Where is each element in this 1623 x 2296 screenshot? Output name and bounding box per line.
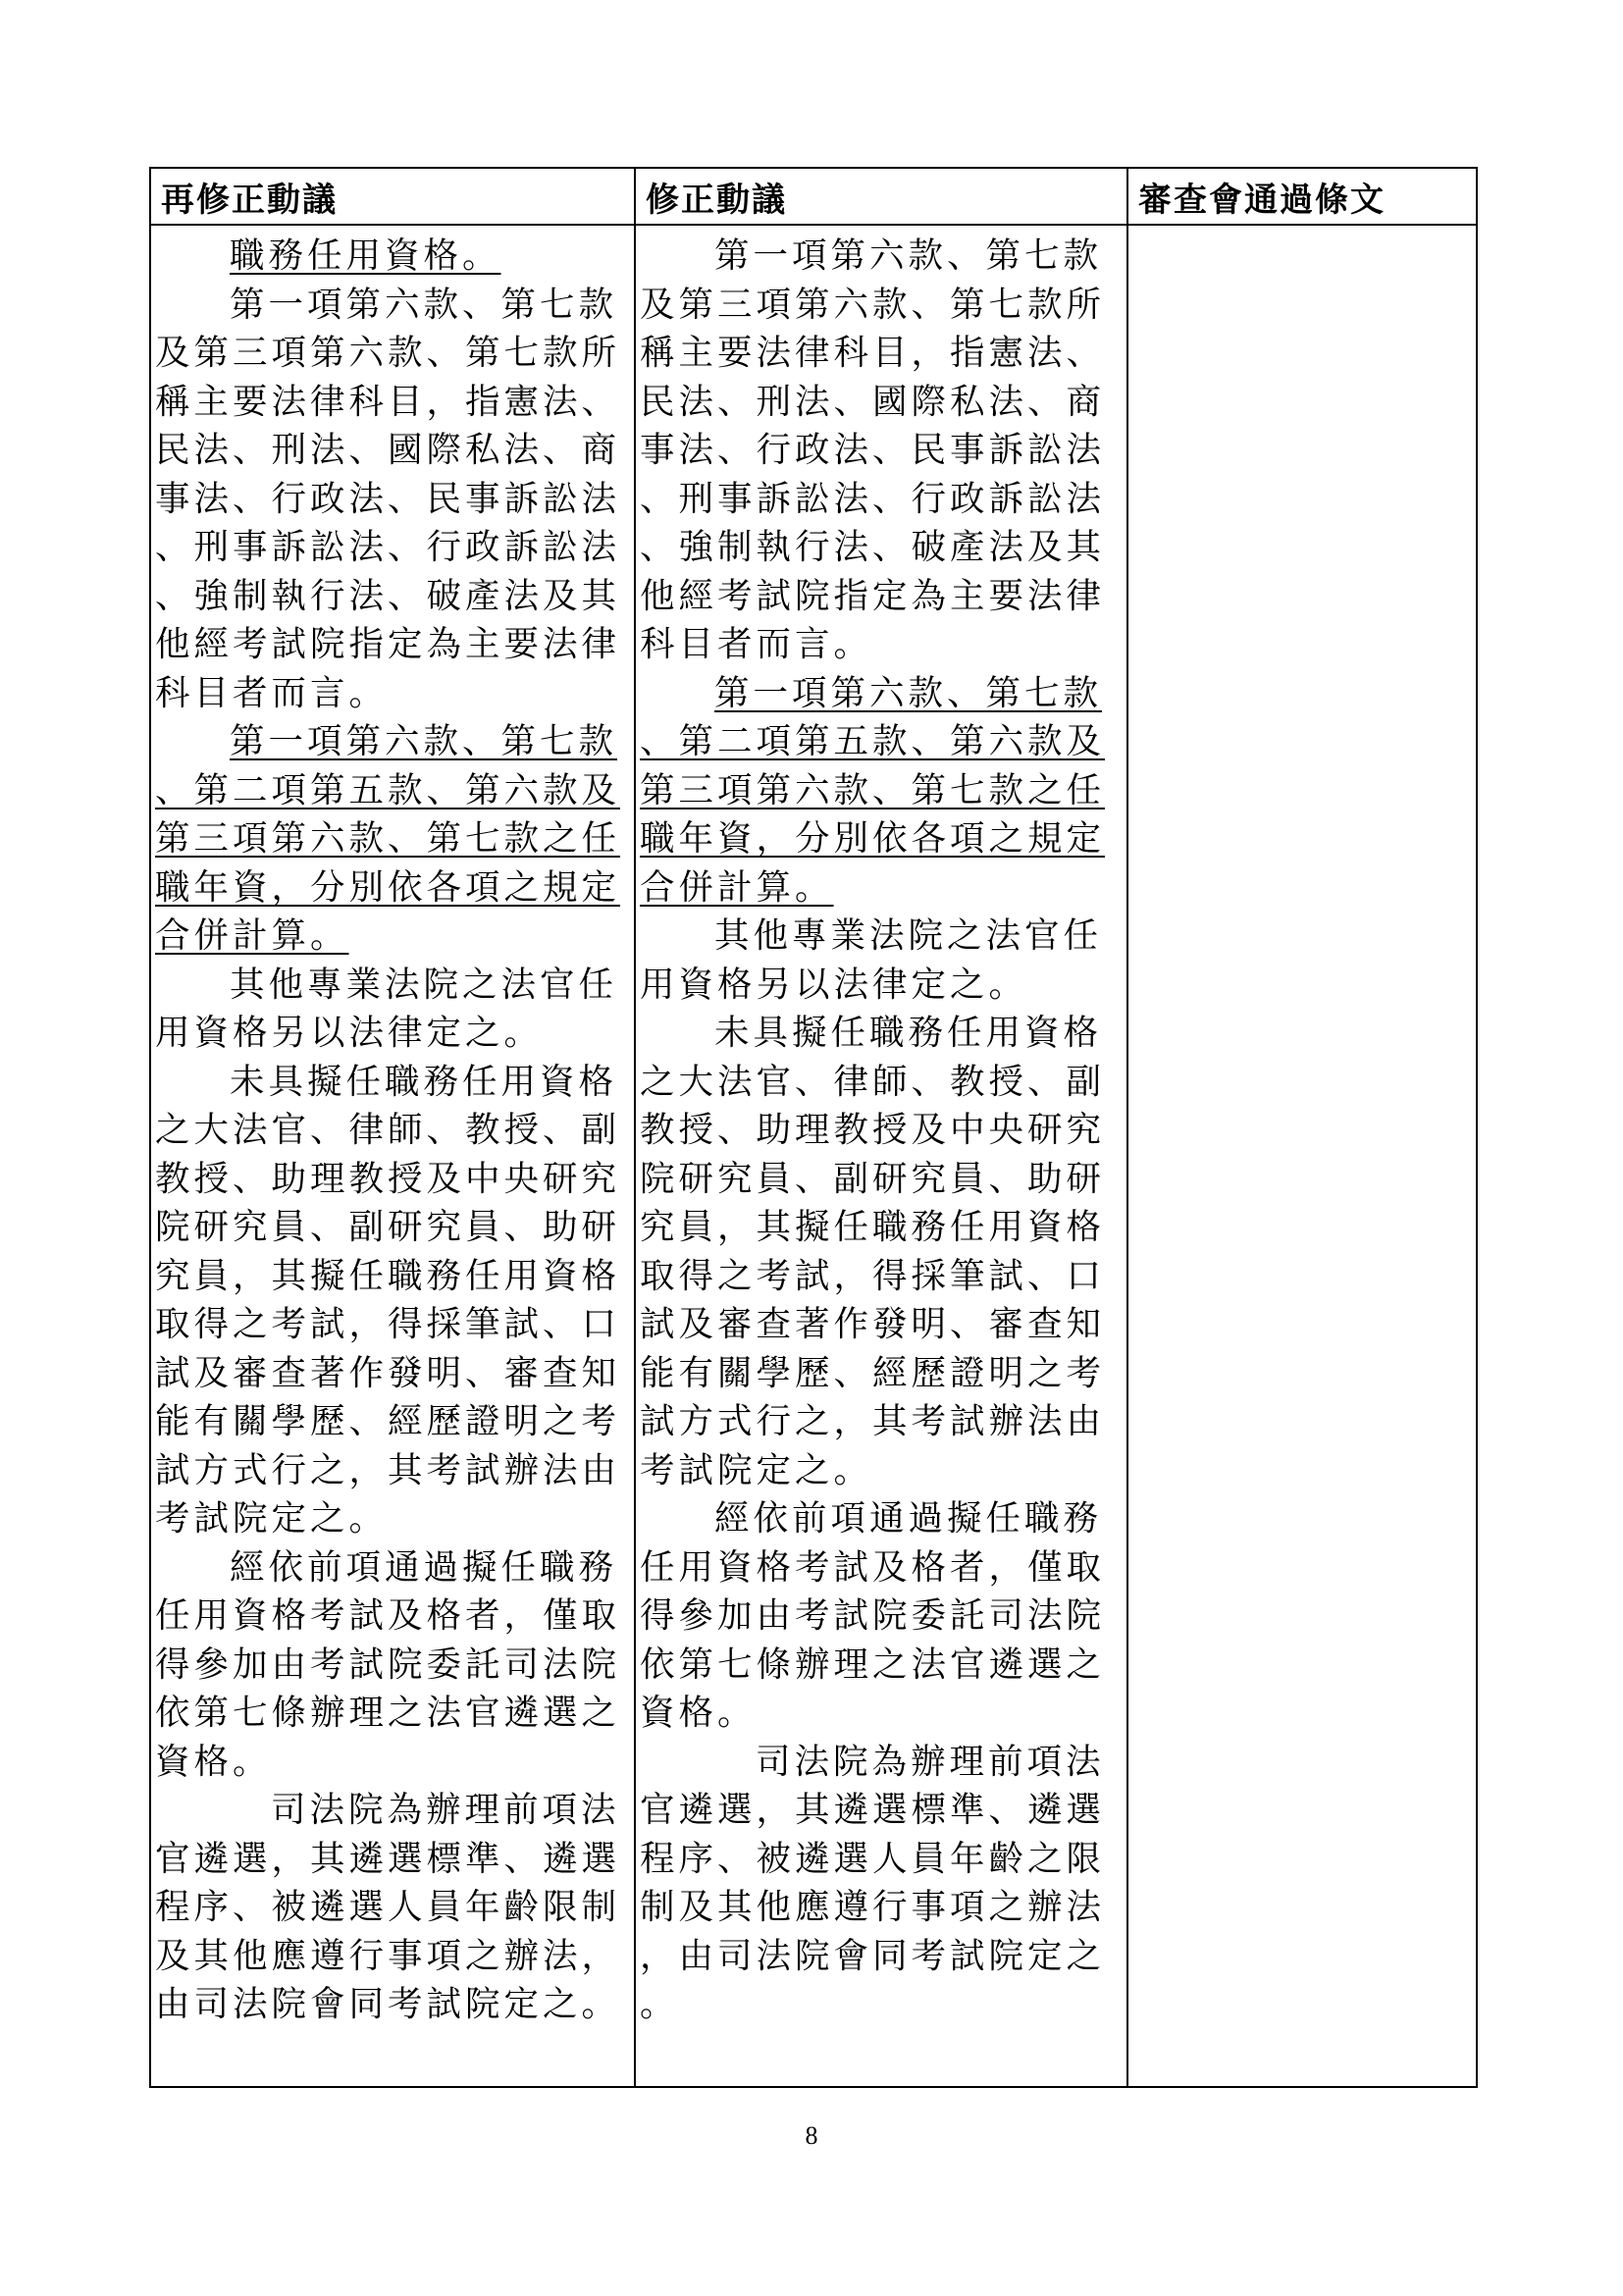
amendment-motion-cell bbox=[635, 225, 1127, 2087]
text-line-content: 、強制執行法、破產法及其 bbox=[640, 527, 1106, 567]
text-line-content: 稱主要法律科目，指憲法、 bbox=[155, 381, 621, 422]
text-line-content: 教授、助理教授及中央研究 bbox=[155, 1158, 621, 1199]
column-header-revised-motion: 再修正動議 bbox=[150, 168, 635, 225]
text-line-content: 能有關學歷、經歷證明之考 bbox=[155, 1401, 621, 1441]
amendment-motion-text bbox=[636, 226, 1126, 2029]
column-header-amendment-motion: 修正動議 bbox=[635, 168, 1127, 225]
text-line bbox=[640, 620, 1123, 669]
text-line-content: 官遴選，其遴選標準、遴選 bbox=[155, 1838, 621, 1879]
text-line bbox=[155, 1932, 630, 1981]
text-line bbox=[155, 1689, 630, 1738]
text-line-content: 司法院為辦理前項法 bbox=[271, 1790, 620, 1830]
text-line bbox=[155, 1446, 630, 1495]
text-line-content: 由司法院會同考試院定之。 bbox=[155, 1984, 621, 2024]
text-line-content: 、第二項第五款、第六款及 bbox=[640, 721, 1106, 761]
text-line-content: 合併計算。 bbox=[155, 915, 349, 956]
text-line-content: 經依前項通過擬任職務 bbox=[714, 1498, 1103, 1539]
text-line bbox=[640, 863, 1123, 913]
text-line-content: 、刑事訴訟法、行政訴訟法 bbox=[155, 527, 621, 567]
text-line bbox=[640, 1835, 1123, 1884]
text-line bbox=[640, 912, 1123, 961]
text-line bbox=[155, 232, 630, 281]
text-line-content: 考試院定之。 bbox=[640, 1449, 873, 1490]
text-line-content: 能有關學歷、經歷證明之考 bbox=[640, 1352, 1106, 1393]
text-line-content: 他經考試院指定為主要法律 bbox=[640, 575, 1106, 616]
text-line bbox=[640, 1883, 1123, 1932]
text-line bbox=[640, 1494, 1123, 1543]
text-line bbox=[155, 1106, 630, 1155]
text-line bbox=[640, 1980, 1123, 2029]
text-line-content: 經依前項通過擬任職務 bbox=[230, 1546, 618, 1588]
text-line-content: 院研究員、副研究員、助研 bbox=[155, 1207, 621, 1247]
text-line bbox=[155, 1641, 630, 1690]
text-line-content: 科目者而言。 bbox=[155, 672, 389, 713]
text-line bbox=[640, 814, 1123, 863]
text-line-content: 第一項第六款、第七款 bbox=[230, 284, 618, 325]
text-line-content: 究員，其擬任職務任用資格 bbox=[640, 1207, 1106, 1247]
text-line-content: 考試院定之。 bbox=[155, 1498, 389, 1539]
text-line-content: 究員，其擬任職務任用資格 bbox=[155, 1255, 621, 1296]
text-line-content: 試及審查著作發明、審查知 bbox=[155, 1352, 621, 1393]
text-line-content: 。 bbox=[640, 1984, 679, 2024]
text-line bbox=[155, 1980, 630, 2029]
text-line bbox=[640, 232, 1123, 281]
text-line-content: 其他專業法院之法官任 bbox=[230, 964, 618, 1005]
committee-passed-text bbox=[1128, 226, 1476, 232]
text-line-content: 得參加由考試院委託司法院 bbox=[640, 1595, 1106, 1636]
text-line-content: 第一項第六款、第七款 bbox=[714, 235, 1103, 276]
text-line bbox=[640, 426, 1123, 475]
text-line-content: 第三項第六款、第七款之任 bbox=[640, 769, 1106, 810]
text-line bbox=[155, 329, 630, 378]
text-line bbox=[155, 766, 630, 815]
text-line bbox=[155, 1300, 630, 1349]
text-line-content: 及第三項第六款、第七款所 bbox=[155, 333, 621, 373]
text-line-content: 依第七條辦理之法官遴選之 bbox=[640, 1644, 1106, 1685]
text-line bbox=[640, 1689, 1123, 1738]
text-line-content: 用資格另以法律定之。 bbox=[155, 1013, 544, 1053]
text-line bbox=[640, 523, 1123, 572]
text-line-content: 院研究員、副研究員、助研 bbox=[640, 1158, 1106, 1199]
text-line-content: 任用資格考試及格者，僅取 bbox=[640, 1546, 1106, 1588]
text-line bbox=[640, 1397, 1123, 1446]
text-line bbox=[155, 426, 630, 475]
text-line bbox=[640, 1738, 1123, 1787]
text-line-content: 、第二項第五款、第六款及 bbox=[155, 769, 621, 810]
revised-motion-text bbox=[151, 226, 634, 2029]
text-line bbox=[155, 912, 630, 961]
committee-passed-text-cell bbox=[1127, 225, 1477, 2087]
text-line-content: 未具擬任職務任用資格 bbox=[714, 1013, 1103, 1053]
text-line bbox=[155, 1738, 630, 1787]
text-line-content: 試及審查著作發明、審查知 bbox=[640, 1304, 1106, 1344]
text-line bbox=[640, 1786, 1123, 1835]
text-line bbox=[640, 572, 1123, 621]
amendment-comparison-table bbox=[149, 167, 1478, 2088]
text-line bbox=[640, 1203, 1123, 1252]
text-line bbox=[155, 1009, 630, 1058]
text-line bbox=[640, 378, 1123, 427]
text-line bbox=[155, 572, 630, 621]
text-line-content: 任用資格考試及格者，僅取 bbox=[155, 1595, 621, 1636]
text-line bbox=[640, 961, 1123, 1010]
text-line bbox=[155, 620, 630, 669]
text-line bbox=[155, 281, 630, 330]
text-line bbox=[155, 1058, 630, 1107]
text-line-content: 、刑事訴訟法、行政訴訟法 bbox=[640, 478, 1106, 519]
text-line-content: 事法、行政法、民事訴訟法 bbox=[155, 478, 621, 519]
text-line-content: 資格。 bbox=[640, 1693, 757, 1733]
text-line bbox=[640, 281, 1123, 330]
text-line bbox=[155, 1155, 630, 1204]
text-line-content: 合併計算。 bbox=[640, 866, 834, 908]
text-line-content: ，由司法院會同考試院定之 bbox=[640, 1935, 1106, 1976]
text-line bbox=[640, 669, 1123, 718]
text-line bbox=[155, 1543, 630, 1592]
text-line bbox=[155, 1883, 630, 1932]
text-line-content: 民法、刑法、國際私法、商 bbox=[155, 430, 621, 470]
text-line-content: 職務任用資格。 bbox=[230, 235, 501, 276]
text-line bbox=[155, 523, 630, 572]
text-line-content: 第一項第六款、第七款 bbox=[230, 721, 618, 761]
text-line-content: 官遴選，其遴選標準、遴選 bbox=[640, 1790, 1106, 1830]
text-line-content: 科目者而言。 bbox=[640, 624, 873, 664]
text-line bbox=[640, 1932, 1123, 1981]
text-line bbox=[640, 329, 1123, 378]
text-line-content: 事法、行政法、民事訴訟法 bbox=[640, 430, 1106, 470]
text-line-content: 得參加由考試院委託司法院 bbox=[155, 1644, 621, 1685]
text-line bbox=[155, 1203, 630, 1252]
text-line bbox=[640, 1592, 1123, 1641]
text-line bbox=[640, 475, 1123, 524]
text-line bbox=[640, 1009, 1123, 1058]
text-line bbox=[640, 717, 1123, 766]
text-line bbox=[155, 961, 630, 1010]
column-header-committee-passed-text: 審查會通過條文 bbox=[1127, 168, 1477, 225]
text-line bbox=[155, 378, 630, 427]
text-line bbox=[155, 1494, 630, 1543]
text-line-content: 試方式行之，其考試辦法由 bbox=[640, 1401, 1106, 1441]
text-line-content: 資格。 bbox=[155, 1741, 272, 1782]
revised-motion-cell bbox=[150, 225, 635, 2087]
text-line-content: 未具擬任職務任用資格 bbox=[230, 1061, 618, 1102]
text-line-content: 職年資，分別依各項之規定 bbox=[640, 818, 1106, 859]
text-line bbox=[155, 814, 630, 863]
text-line-content: 試方式行之，其考試辦法由 bbox=[155, 1449, 621, 1490]
text-line bbox=[155, 669, 630, 718]
text-line bbox=[155, 1397, 630, 1446]
text-line bbox=[640, 1252, 1123, 1301]
text-line bbox=[640, 1155, 1123, 1204]
text-line-content: 民法、刑法、國際私法、商 bbox=[640, 381, 1106, 422]
text-line bbox=[640, 1106, 1123, 1155]
text-line-content: 取得之考試，得採筆試、口 bbox=[155, 1304, 621, 1344]
text-line-content: 及其他應遵行事項之辦法， bbox=[155, 1935, 621, 1976]
table-header-row bbox=[150, 168, 1477, 225]
text-line-content: 依第七條辦理之法官遴選之 bbox=[155, 1693, 621, 1733]
text-line-content: 稱主要法律科目，指憲法、 bbox=[640, 333, 1106, 373]
text-line bbox=[155, 863, 630, 913]
text-line bbox=[640, 1446, 1123, 1495]
text-line-content: 程序、被遴選人員年齡限制 bbox=[155, 1887, 621, 1927]
text-line-content: 、強制執行法、破產法及其 bbox=[155, 575, 621, 616]
text-line-content: 及第三項第六款、第七款所 bbox=[640, 284, 1106, 325]
page-number: 8 bbox=[805, 2121, 818, 2150]
text-line bbox=[155, 1349, 630, 1398]
text-line bbox=[640, 1543, 1123, 1592]
text-line bbox=[155, 1786, 630, 1835]
text-line bbox=[155, 1835, 630, 1884]
text-line-content: 教授、助理教授及中央研究 bbox=[640, 1110, 1106, 1150]
text-line-content: 其他專業法院之法官任 bbox=[714, 915, 1103, 956]
text-line bbox=[640, 1300, 1123, 1349]
text-line-content: 司法院為辦理前項法 bbox=[756, 1741, 1105, 1782]
text-line-content: 第一項第六款、第七款 bbox=[714, 672, 1103, 713]
text-line-content: 取得之考試，得採筆試、口 bbox=[640, 1255, 1106, 1296]
text-line-content: 程序、被遴選人員年齡之限 bbox=[640, 1838, 1106, 1879]
text-line bbox=[155, 475, 630, 524]
text-line bbox=[155, 1252, 630, 1301]
text-line bbox=[640, 1641, 1123, 1690]
text-line-content: 制及其他應遵行事項之辦法 bbox=[640, 1887, 1106, 1927]
text-line bbox=[155, 717, 630, 766]
text-line-content: 之大法官、律師、教授、副 bbox=[155, 1110, 621, 1150]
text-line-content: 第三項第六款、第七款之任 bbox=[155, 818, 621, 859]
text-line-content: 他經考試院指定為主要法律 bbox=[155, 624, 621, 664]
text-line bbox=[640, 766, 1123, 815]
text-line bbox=[640, 1058, 1123, 1107]
table-body-row bbox=[150, 225, 1477, 2087]
text-line-content: 用資格另以法律定之。 bbox=[640, 964, 1028, 1005]
text-line-content: 職年資，分別依各項之規定 bbox=[155, 866, 621, 908]
text-line bbox=[640, 1349, 1123, 1398]
text-line-content: 之大法官、律師、教授、副 bbox=[640, 1061, 1106, 1102]
text-line bbox=[155, 1592, 630, 1641]
